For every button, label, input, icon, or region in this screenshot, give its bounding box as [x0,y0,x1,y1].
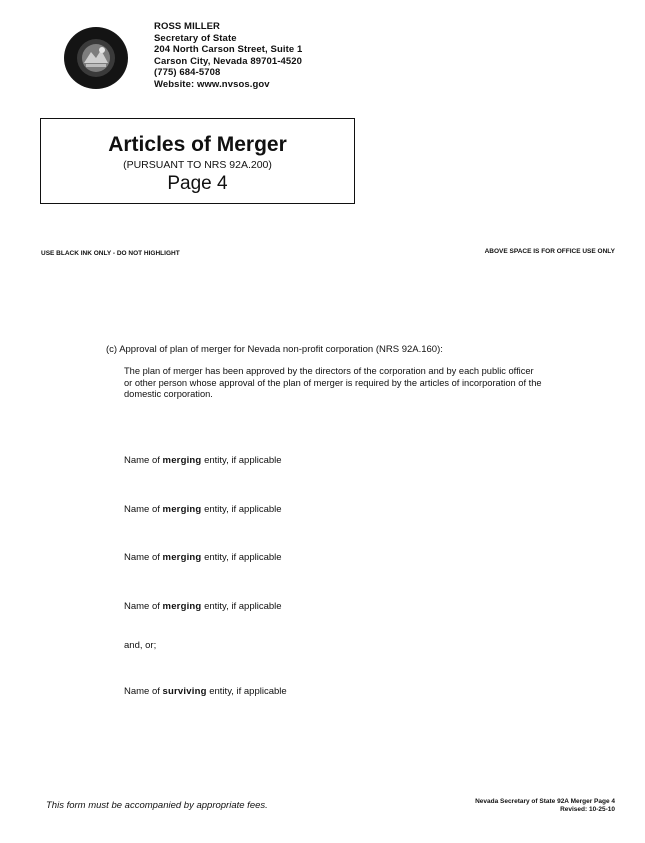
form-title: Articles of Merger [108,133,287,156]
section-heading: (c) Approval of plan of merger for Nevada non-profit corporation (NRS 92A.160): [106,344,443,355]
form-page-number: Page 4 [167,173,228,194]
revision-date: Revised: 10-25-10 [560,806,615,813]
entity-suffix: entity, if applicable [201,455,282,466]
fees-notice: This form must be accompanied by appropriate fees. [46,800,268,811]
website: Website: www.nvsos.gov [154,78,270,90]
section-body: The plan of merger has been approved by the directors of the corporation and by each public officer or other person whose approval of the plan of merger is required by the articles of incorporation of the domestic corporation. [124,366,542,400]
entity-prefix: Name of [124,504,163,515]
merging-entity-line [124,552,282,563]
entity-keyword: merging [162,504,202,515]
office-use-notice: ABOVE SPACE IS FOR OFFICE USE ONLY [484,248,615,255]
form-revision [475,798,615,814]
ink-notice: USE BLACK INK ONLY - DO NOT HIGHLIGHT [41,250,180,257]
form-statute: (PURSUANT TO NRS 92A.200) [123,159,272,171]
entity-prefix: Name of [124,552,163,563]
entity-keyword: surviving [162,686,207,697]
entity-keyword: merging [162,552,202,563]
entity-suffix: entity, if applicable [201,504,282,515]
merging-entity-line [124,601,282,612]
merging-entity-line [124,504,282,515]
office-title: Secretary of State [154,32,237,44]
letterhead [154,21,302,91]
entity-prefix: Name of [124,686,163,697]
entity-suffix: entity, if applicable [206,686,287,697]
form-identifier: Nevada Secretary of State 92A Merger Page 4 [475,798,615,805]
secretary-name: ROSS MILLER [154,21,221,32]
city-address: Carson City, Nevada 89701-4520 [154,55,303,67]
surviving-entity-line [124,686,287,697]
entity-prefix: Name of [124,601,163,612]
state-seal-icon [64,27,128,89]
entity-prefix: Name of [124,455,163,466]
entity-keyword: merging [162,455,202,466]
entity-suffix: entity, if applicable [201,552,282,563]
entity-suffix: entity, if applicable [201,601,282,612]
merging-entity-line [124,455,282,466]
phone-number: (775) 684-5708 [154,67,221,79]
entity-keyword: merging [162,601,202,612]
and-or-text: and, or; [124,640,157,651]
form-title-box [40,118,355,204]
street-address: 204 North Carson Street, Suite 1 [154,44,303,56]
